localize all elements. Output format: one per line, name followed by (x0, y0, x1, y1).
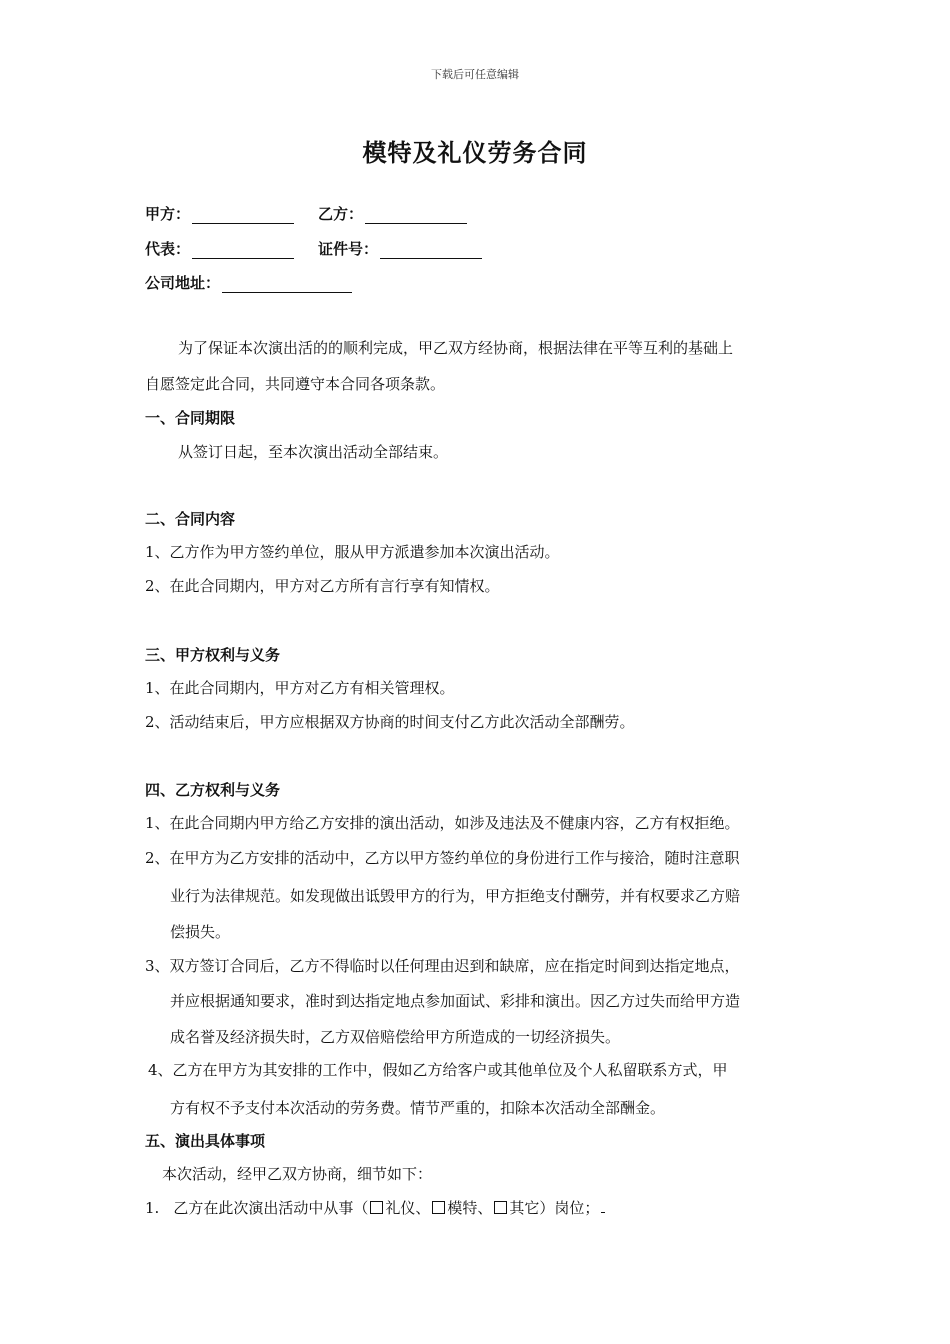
section-4-item-3-line-2: 并应根据通知要求，准时到达指定地点参加面试、彩排和演出。因乙方过失而给甲方造 (170, 992, 741, 1010)
section-4-item-1: 1、在此合同期内甲方给乙方安排的演出活动，如涉及违法及不健康内容，乙方有权拒绝。 (145, 814, 740, 832)
option-other: 其它）岗位； (509, 1199, 600, 1217)
intro-line-1: 为了保证本次演出活的的顺利完成，甲乙双方经协商，根据法律在平等互利的基础上 (178, 339, 734, 357)
header-note: 下载后可任意编辑 (431, 68, 519, 81)
party-b-field (318, 203, 467, 224)
party-b-blank[interactable] (365, 209, 467, 224)
company-address-blank[interactable] (222, 278, 352, 293)
section-5-intro: 本次活动，经甲乙双方协商，细节如下： (162, 1165, 433, 1183)
section-5-item-1-number: 1. (145, 1199, 160, 1217)
section-4-item-2-line-2: 业行为法律规范。如发现做出诋毁甲方的行为，甲方拒绝支付酬劳，并有权要求乙方赔 (170, 887, 741, 905)
section-3-item-1: 1、在此合同期内，甲方对乙方有相关管理权。 (145, 679, 455, 697)
party-row (145, 203, 467, 224)
representative-field (145, 238, 294, 259)
party-a-blank[interactable] (192, 209, 294, 224)
section-2-heading: 二、合同内容 (145, 510, 236, 528)
section-4-item-2-line-3: 偿损失。 (170, 923, 231, 941)
section-1-heading: 一、合同期限 (145, 409, 236, 427)
checkbox-other[interactable] (494, 1201, 507, 1214)
id-number-field (318, 238, 482, 259)
section-4-item-3-line-1: 3、双方签订合同后，乙方不得临时以任何理由迟到和缺席，应在指定时间到达指定地点， (145, 957, 740, 975)
representative-blank[interactable] (192, 244, 294, 259)
checkbox-model[interactable] (432, 1201, 445, 1214)
contract-title: 模特及礼仪劳务合同 (362, 139, 588, 167)
section-2-item-2: 2、在此合同期内，甲方对乙方所有言行享有知情权。 (145, 577, 500, 595)
section-2-item-1: 1、乙方作为甲方签约单位，服从甲方派遣参加本次演出活动。 (145, 543, 560, 561)
representative-label: 代表： (145, 240, 191, 258)
id-number-blank[interactable] (380, 244, 482, 259)
party-a-field (145, 203, 294, 224)
representative-row (145, 238, 482, 259)
section-5-heading: 五、演出具体事项 (145, 1132, 266, 1150)
option-model: 模特、 (447, 1199, 493, 1217)
checkbox-etiquette[interactable] (370, 1201, 383, 1214)
section-4-heading: 四、乙方权利与义务 (145, 781, 281, 799)
section-4-item-3-line-3: 成名誉及经济损失时，乙方双倍赔偿给甲方所造成的一切经济损失。 (170, 1028, 621, 1046)
section-5-item-1 (145, 1197, 605, 1218)
section-4-item-4-line-2: 方有权不予支付本次活动的劳务费。情节严重的，扣除本次活动全部酬金。 (170, 1099, 666, 1117)
section-5-item-1-text: 乙方在此次演出活动中从事（ (173, 1199, 369, 1217)
section-3-heading: 三、甲方权利与义务 (145, 646, 281, 664)
party-a-label: 甲方： (145, 205, 191, 223)
intro-line-2: 自愿签定此合同，共同遵守本合同各项条款。 (145, 375, 446, 393)
section-4-item-2-line-1: 2、在甲方为乙方安排的活动中，乙方以甲方签约单位的身份进行工作与接洽，随时注意职 (145, 849, 740, 867)
section-1-text: 从签订日起，至本次演出活动全部结束。 (178, 443, 449, 461)
party-b-label: 乙方： (318, 205, 364, 223)
company-address-field (145, 272, 352, 293)
company-address-label: 公司地址： (145, 274, 221, 292)
option-etiquette: 礼仪、 (385, 1199, 431, 1217)
address-row (145, 272, 352, 293)
position-blank[interactable] (601, 1200, 605, 1213)
id-number-label: 证件号： (318, 240, 379, 258)
section-4-item-4-line-1: 4、乙方在甲方为其安排的工作中，假如乙方给客户或其他单位及个人私留联系方式，甲 (148, 1061, 728, 1079)
section-3-item-2: 2、活动结束后，甲方应根据双方协商的时间支付乙方此次活动全部酬劳。 (145, 713, 635, 731)
